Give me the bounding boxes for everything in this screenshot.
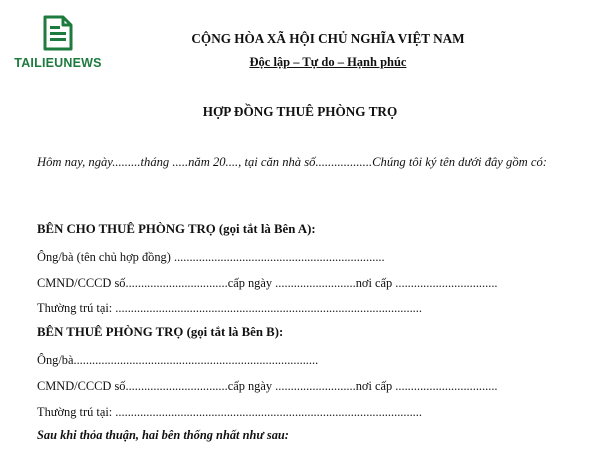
intro-paragraph: Hôm nay, ngày.........tháng .....năm 20...., tại căn nhà số..................Chúng tôi ký tên dưới đây gồm có: xyxy=(37,155,547,169)
national-title: CỘNG HÒA XÃ HỘI CHỦ NGHĨA VIỆT NAM xyxy=(191,31,465,46)
contract-title: HỢP ĐỒNG THUÊ PHÒNG TRỌ xyxy=(202,104,398,119)
document-icon xyxy=(41,14,75,52)
party-b-name-line: Ông/bà............................................................................... xyxy=(37,353,319,367)
party-a-name-line: Ông/bà (tên chủ hợp đồng) .................................................................... xyxy=(37,250,385,264)
party-b-residence-line: Thường trú tại: ................................................................................................... xyxy=(37,405,422,419)
party-b-id-line: CMND/CCCD số.................................cấp ngày ..........................nơi cấp ................................. xyxy=(37,379,498,393)
closing-statement: Sau khi thỏa thuận, hai bên thống nhất như sau: xyxy=(37,428,289,442)
party-a-residence-line: Thường trú tại: ................................................................................................... xyxy=(37,301,422,315)
party-a-id-line: CMND/CCCD số.................................cấp ngày ..........................nơi cấp ................................. xyxy=(37,276,498,290)
party-a-heading: BÊN CHO THUÊ PHÒNG TRỌ (gọi tắt là Bên A): xyxy=(37,222,316,236)
party-b-heading: BÊN THUÊ PHÒNG TRỌ (gọi tắt là Bên B): xyxy=(37,325,284,339)
tailieunews-logo xyxy=(12,14,104,70)
logo-text: TAILIEUNEWS xyxy=(14,56,102,70)
national-motto: Độc lập – Tự do – Hạnh phúc xyxy=(249,55,407,69)
